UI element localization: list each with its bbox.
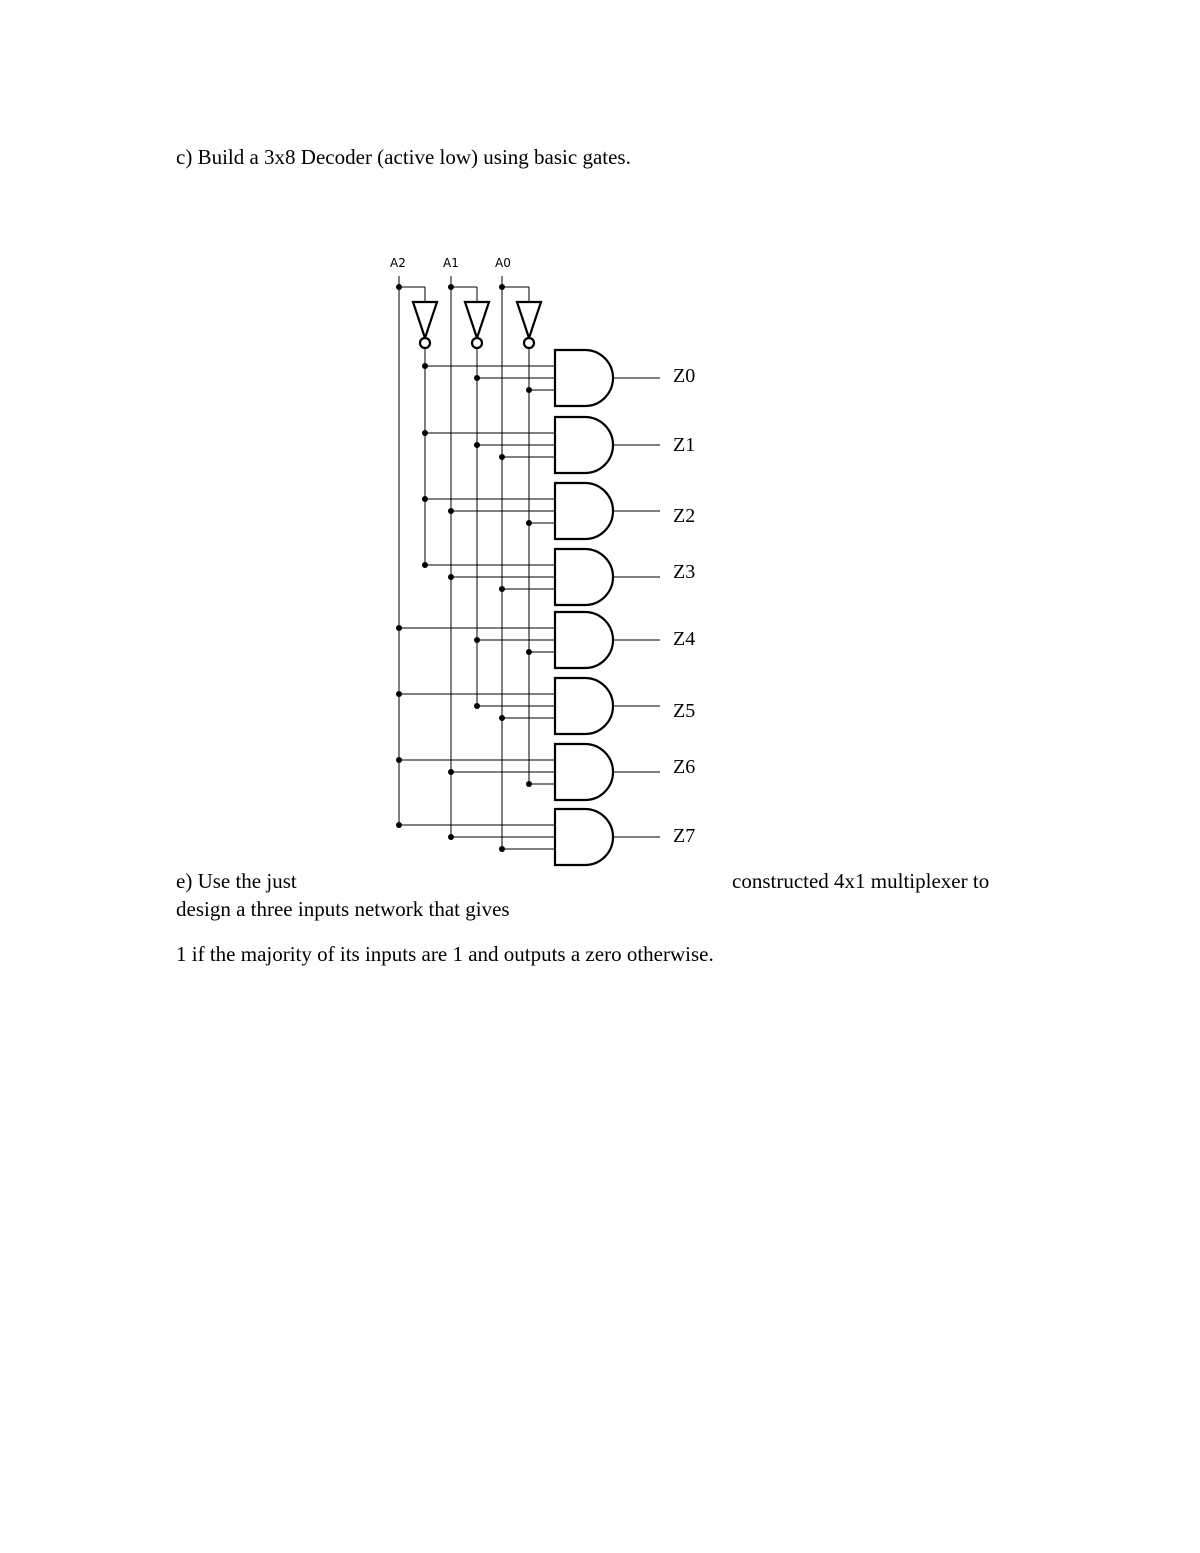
output-label-z4: Z4: [673, 628, 696, 650]
junction-dot: [474, 442, 480, 448]
not-gate: [413, 302, 437, 338]
not-gate: [465, 302, 489, 338]
input-label-a1: A1: [443, 256, 459, 270]
junction-dot: [499, 454, 505, 460]
junction-dot: [396, 284, 402, 290]
junction-dot: [422, 430, 428, 436]
and-gate: [555, 483, 613, 539]
junction-dot: [499, 586, 505, 592]
junction-dot: [448, 574, 454, 580]
and-gate: [555, 549, 613, 605]
and-gate: [555, 744, 613, 800]
circuit-gates: [413, 302, 613, 865]
output-label-z0: Z0: [673, 365, 696, 387]
question-e-part1: e) Use the just: [176, 869, 297, 893]
not-gate: [517, 302, 541, 338]
junction-dot: [499, 284, 505, 290]
junction-dot: [448, 508, 454, 514]
junction-dot: [448, 834, 454, 840]
junction-dot: [526, 387, 532, 393]
question-e-part2: constructed 4x1 multiplexer to: [732, 869, 990, 893]
junction-dot: [396, 822, 402, 828]
input-label-a2: A2: [390, 256, 406, 270]
circuit-wires: [399, 276, 660, 849]
junction-dot: [526, 520, 532, 526]
junction-dot: [396, 757, 402, 763]
input-label-a0: A0: [495, 256, 511, 270]
junction-dot: [448, 284, 454, 290]
junction-dot: [499, 846, 505, 852]
output-label-z2: Z2: [673, 505, 696, 527]
output-label-z1: Z1: [673, 434, 696, 456]
not-gate-bubble: [420, 338, 430, 348]
and-gate: [555, 350, 613, 406]
output-label-z7: Z7: [673, 825, 696, 847]
not-gate-bubble: [472, 338, 482, 348]
output-label-z5: Z5: [673, 700, 696, 722]
output-label-z3: Z3: [673, 561, 696, 583]
junction-dot: [474, 703, 480, 709]
junction-dot: [526, 649, 532, 655]
junction-dot: [474, 637, 480, 643]
and-gate: [555, 612, 613, 668]
junction-dot: [396, 625, 402, 631]
junction-dot: [422, 496, 428, 502]
question-e-line2: design a three inputs network that gives: [176, 897, 510, 921]
question-c-text: c) Build a 3x8 Decoder (active low) using basic gates.: [176, 145, 631, 169]
and-gate: [555, 678, 613, 734]
junction-dot: [422, 363, 428, 369]
output-label-z6: Z6: [673, 756, 696, 778]
junction-dot: [499, 715, 505, 721]
not-gate-bubble: [524, 338, 534, 348]
and-gate: [555, 809, 613, 865]
circuit-junctions: [396, 284, 532, 852]
question-e-line3: 1 if the majority of its inputs are 1 and outputs a zero otherwise.: [176, 942, 714, 966]
junction-dot: [396, 691, 402, 697]
junction-dot: [422, 562, 428, 568]
and-gate: [555, 417, 613, 473]
junction-dot: [474, 375, 480, 381]
junction-dot: [526, 781, 532, 787]
junction-dot: [448, 769, 454, 775]
